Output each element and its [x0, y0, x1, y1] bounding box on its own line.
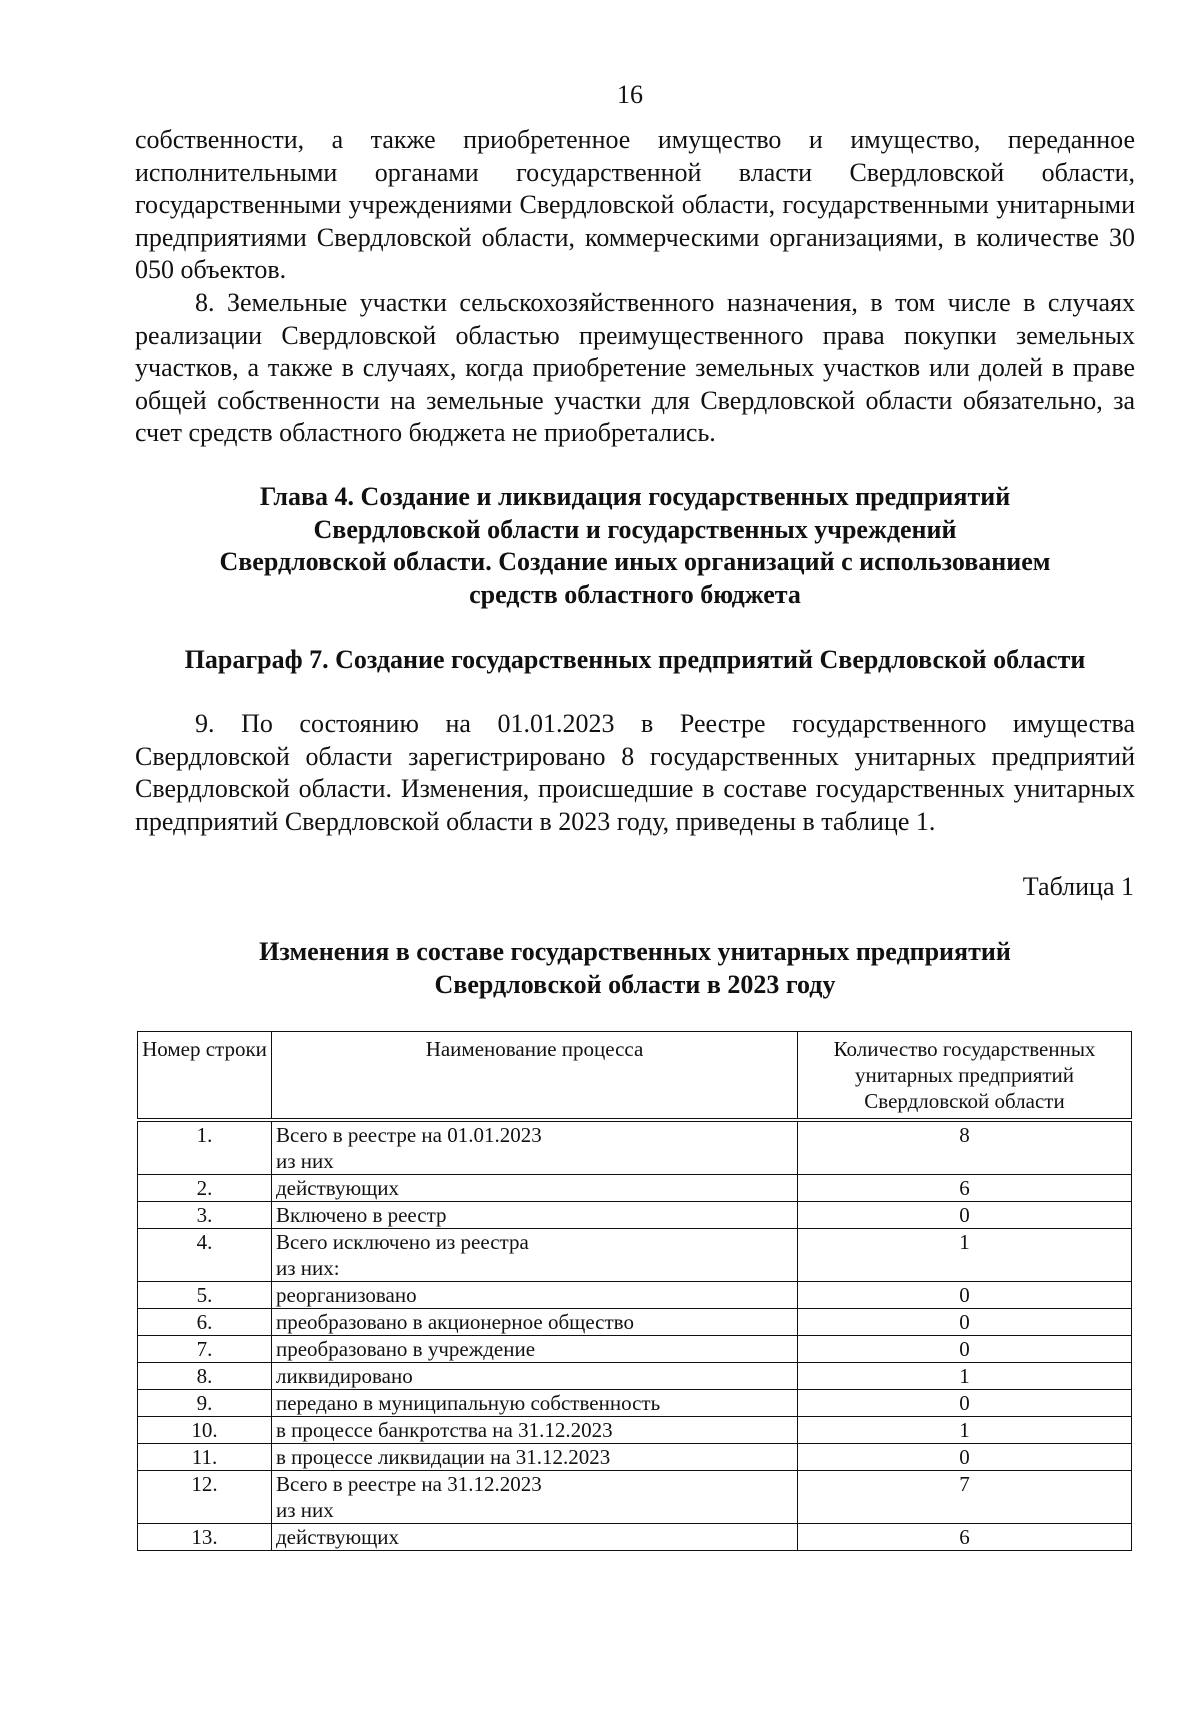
process-name: в процессе банкротства на 31.12.2023 — [272, 1417, 798, 1444]
process-name — [272, 1229, 798, 1282]
chapter-title — [135, 481, 1135, 611]
process-name — [272, 1120, 798, 1175]
header-enterprise-count: Количество государственных унитарных предприятий Свердловской области — [798, 1032, 1132, 1121]
enterprise-count: 8 — [798, 1120, 1132, 1175]
paragraph-text: 9. По состоянию на 01.01.2023 в Реестре государственного имущества Свердловской области зарегистрировано 8 государственных унитарных предприятий Свердловской области. Изменения, происшедшие в составе государственных унитарных предприятий Свердловской области в 2023 году, приведены в таблице 1. — [135, 709, 1135, 836]
table-row — [138, 1444, 1132, 1471]
enterprise-count: 1 — [798, 1229, 1132, 1282]
enterprise-count: 1 — [798, 1417, 1132, 1444]
table-row — [138, 1524, 1132, 1551]
row-number: 7. — [138, 1336, 272, 1363]
process-name-sub: из них: — [276, 1256, 340, 1280]
table-row — [138, 1363, 1132, 1390]
paragraph-continuation — [135, 124, 1135, 287]
header-row-number: Номер строки — [138, 1032, 272, 1121]
header-process-name: Наименование процесса — [272, 1032, 798, 1121]
row-number: 2. — [138, 1175, 272, 1202]
table-row — [138, 1282, 1132, 1309]
process-name: преобразовано в акционерное общество — [272, 1309, 798, 1336]
process-name: передано в муниципальную собственность — [272, 1390, 798, 1417]
process-name-text: Всего в реестре на 01.01.2023 — [276, 1123, 542, 1147]
table-row — [138, 1309, 1132, 1336]
enterprise-count: 1 — [798, 1363, 1132, 1390]
row-number: 3. — [138, 1202, 272, 1229]
row-number: 4. — [138, 1229, 272, 1282]
table-title-line: Изменения в составе государственных унитарных предприятий — [259, 937, 1011, 966]
process-name: реорганизовано — [272, 1282, 798, 1309]
table-row — [138, 1390, 1132, 1417]
row-number: 1. — [138, 1120, 272, 1175]
table-row — [138, 1202, 1132, 1229]
table-row — [138, 1175, 1132, 1202]
row-number: 12. — [138, 1471, 272, 1524]
row-number: 13. — [138, 1524, 272, 1551]
table-header-row — [138, 1032, 1132, 1121]
process-name: действующих — [272, 1524, 798, 1551]
process-name: преобразовано в учреждение — [272, 1336, 798, 1363]
table-row — [138, 1471, 1132, 1524]
table-label: Таблица 1 — [1022, 872, 1134, 901]
chapter-title-line: Глава 4. Создание и ликвидация государственных предприятий — [259, 482, 1011, 511]
section-title: Параграф 7. Создание государственных предприятий Свердловской области — [184, 645, 1086, 674]
table-row — [138, 1229, 1132, 1282]
chapter-title-line: Свердловской области. Создание иных организаций с использованием — [219, 547, 1051, 576]
row-number: 10. — [138, 1417, 272, 1444]
paragraph-text: собственности, а также приобретенное имущество и имущество, переданное исполнительными органами государственной власти Свердловской области, государственными учреждениями Свердловской области, государственными унитарными предприятиями Свердловской области, коммерческими организациями, в количестве 30 050 объектов. — [135, 125, 1135, 284]
enterprise-count: 7 — [798, 1471, 1132, 1524]
enterprise-count: 0 — [798, 1444, 1132, 1471]
table-row — [138, 1336, 1132, 1363]
row-number: 6. — [138, 1309, 272, 1336]
enterprise-count: 0 — [798, 1390, 1132, 1417]
process-name-sub: из них — [276, 1498, 334, 1522]
process-name-text: Всего в реестре на 31.12.2023 — [276, 1472, 542, 1496]
row-number: 9. — [138, 1390, 272, 1417]
data-table — [137, 1031, 1132, 1551]
process-name-sub: из них — [276, 1149, 334, 1173]
row-number: 11. — [138, 1444, 272, 1471]
row-number: 8. — [138, 1363, 272, 1390]
table-title-line: Свердловской области в 2023 году — [434, 970, 836, 999]
process-name: действующих — [272, 1175, 798, 1202]
process-name: ликвидировано — [272, 1363, 798, 1390]
enterprise-count: 0 — [798, 1336, 1132, 1363]
process-name: Включено в реестр — [272, 1202, 798, 1229]
page-number: 16 — [617, 80, 643, 109]
enterprise-count: 0 — [798, 1202, 1132, 1229]
enterprise-count: 6 — [798, 1175, 1132, 1202]
process-name: в процессе ликвидации на 31.12.2023 — [272, 1444, 798, 1471]
process-name — [272, 1471, 798, 1524]
enterprise-count: 0 — [798, 1282, 1132, 1309]
paragraph-9 — [135, 708, 1135, 838]
enterprise-count: 6 — [798, 1524, 1132, 1551]
paragraph-8 — [135, 287, 1135, 450]
enterprise-count: 0 — [798, 1309, 1132, 1336]
chapter-title-line: Свердловской области и государственных учреждений — [313, 514, 957, 544]
paragraph-text: 8. Земельные участки сельскохозяйственного назначения, в том числе в случаях реализации Свердловской областью преимущественного права покупки земельных участков, а также в случаях, когда приобретение земельных участков или долей в праве общей собственности на земельные участки для Свердловской области обязательно, за счет средств областного бюджета не приобретались. — [135, 288, 1135, 447]
table-title — [135, 935, 1135, 1001]
table-row — [138, 1120, 1132, 1175]
row-number: 5. — [138, 1282, 272, 1309]
table-row — [138, 1417, 1132, 1444]
process-name-text: Всего исключено из реестра — [276, 1230, 529, 1254]
chapter-title-line: средств областного бюджета — [469, 579, 801, 609]
